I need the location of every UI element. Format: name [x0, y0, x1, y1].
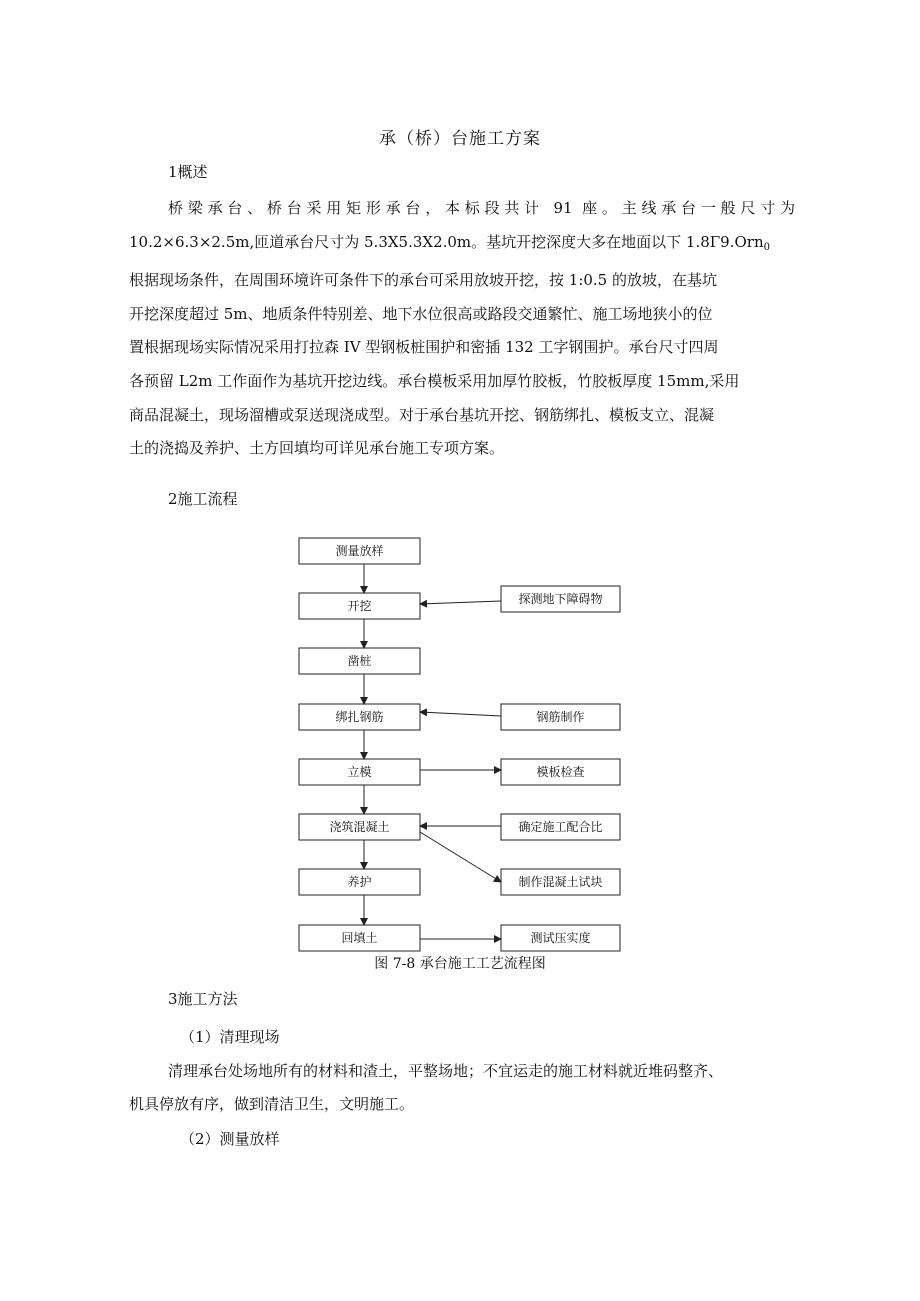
overview-line: 土的浇捣及养护、土方回填均可详见承台施工专项方案。: [129, 439, 505, 458]
side-step: [501, 704, 620, 730]
overview-line: 桥梁承台、桥台采用矩形承台，本标段共计 91 座。主线承台一般尺寸为: [168, 199, 795, 217]
svg-text:模板检查: 模板检查: [536, 765, 585, 779]
figure-caption: 图 7-8 承台施工工艺流程图: [374, 956, 546, 972]
svg-text:凿桩: 凿桩: [347, 654, 372, 668]
svg-text:钢筋制作: 钢筋制作: [536, 710, 585, 724]
overview-line: 10.2×6.3×2.5m,匝道承台尺寸为 5.3X5.3X2.0m。基坑开挖深度大多在地面以下 1.8Γ9.Orn$_0$: [129, 232, 770, 253]
overview-line: 开挖深度超过 5m、地质条件特别差、地下水位很高或路段交通繁忙、施工场地狭小的位: [129, 304, 713, 323]
svg-text:立模: 立模: [347, 765, 372, 779]
cleanup-paragraph: [129, 1055, 795, 1121]
svg-text:开挖: 开挖: [347, 599, 372, 613]
section-heading-process: 2施工流程: [168, 490, 238, 508]
main-step: [299, 538, 420, 564]
overview-line: 商品混凝土，现场溜槽或泵送现浇成型。对于承台基坑开挖、钢筋绑扎、模板支立、混凝: [129, 405, 715, 424]
side-step: [501, 759, 620, 785]
svg-text:测量放样: 测量放样: [335, 544, 384, 558]
cleanup-line: 清理承台处场地所有的材料和渣土，平整场地；不宜运走的施工材料就近堆码整齐、: [168, 1062, 724, 1080]
svg-text:测试压实度: 测试压实度: [530, 931, 591, 945]
svg-text:养护: 养护: [347, 875, 372, 889]
flow-arrow: [420, 832, 501, 882]
overview-subscript: 0: [763, 241, 770, 253]
main-step: [299, 704, 420, 730]
section-heading-method: 3施工方法: [168, 990, 238, 1008]
main-step: [299, 759, 420, 785]
overview-line: 各预留 L2m 工作面作为基坑开挖边线。承台模板采用加厚竹胶板，竹胶板厚度 15mm,采用: [129, 371, 740, 390]
flow-arrow: [420, 712, 501, 716]
svg-text:绑扎钢筋: 绑扎钢筋: [335, 710, 384, 724]
svg-text:确定施工配合比: 确定施工配合比: [518, 820, 603, 834]
section-heading-overview: 1概述: [168, 163, 208, 181]
main-step: [299, 925, 420, 951]
subsection-heading-survey: （2）测量放样: [180, 1130, 280, 1148]
subsection-heading-cleanup: （1）清理现场: [180, 1028, 280, 1046]
main-step: [299, 814, 420, 840]
main-step: [299, 593, 420, 619]
svg-text:制作混凝土试块: 制作混凝土试块: [518, 875, 603, 889]
side-step: [501, 814, 620, 840]
svg-text:探测地下障碍物: 探测地下障碍物: [518, 592, 603, 606]
overview-line: 根据现场条件，在周围环境许可条件下的承台可采用放坡开挖，按 1:0.5 的放坡，在基坑: [129, 271, 717, 290]
overview-line: 置根据现场实际情况采用打拉森 IV 型钢板桩围护和密插 132 工字钢围护。承台尺寸四周: [129, 338, 719, 357]
svg-text:浇筑混凝土: 浇筑混凝土: [329, 820, 390, 834]
main-step: [299, 648, 420, 674]
document-title: 承（桥）台施工方案: [379, 129, 541, 149]
svg-text:回填土: 回填土: [341, 931, 378, 945]
flow-arrow: [420, 601, 501, 604]
side-step: [501, 925, 620, 951]
side-step: [501, 869, 620, 895]
side-step: [501, 586, 620, 612]
main-step: [299, 869, 420, 895]
cleanup-line: 机具停放有序，做到清洁卫生，文明施工。: [129, 1095, 415, 1113]
